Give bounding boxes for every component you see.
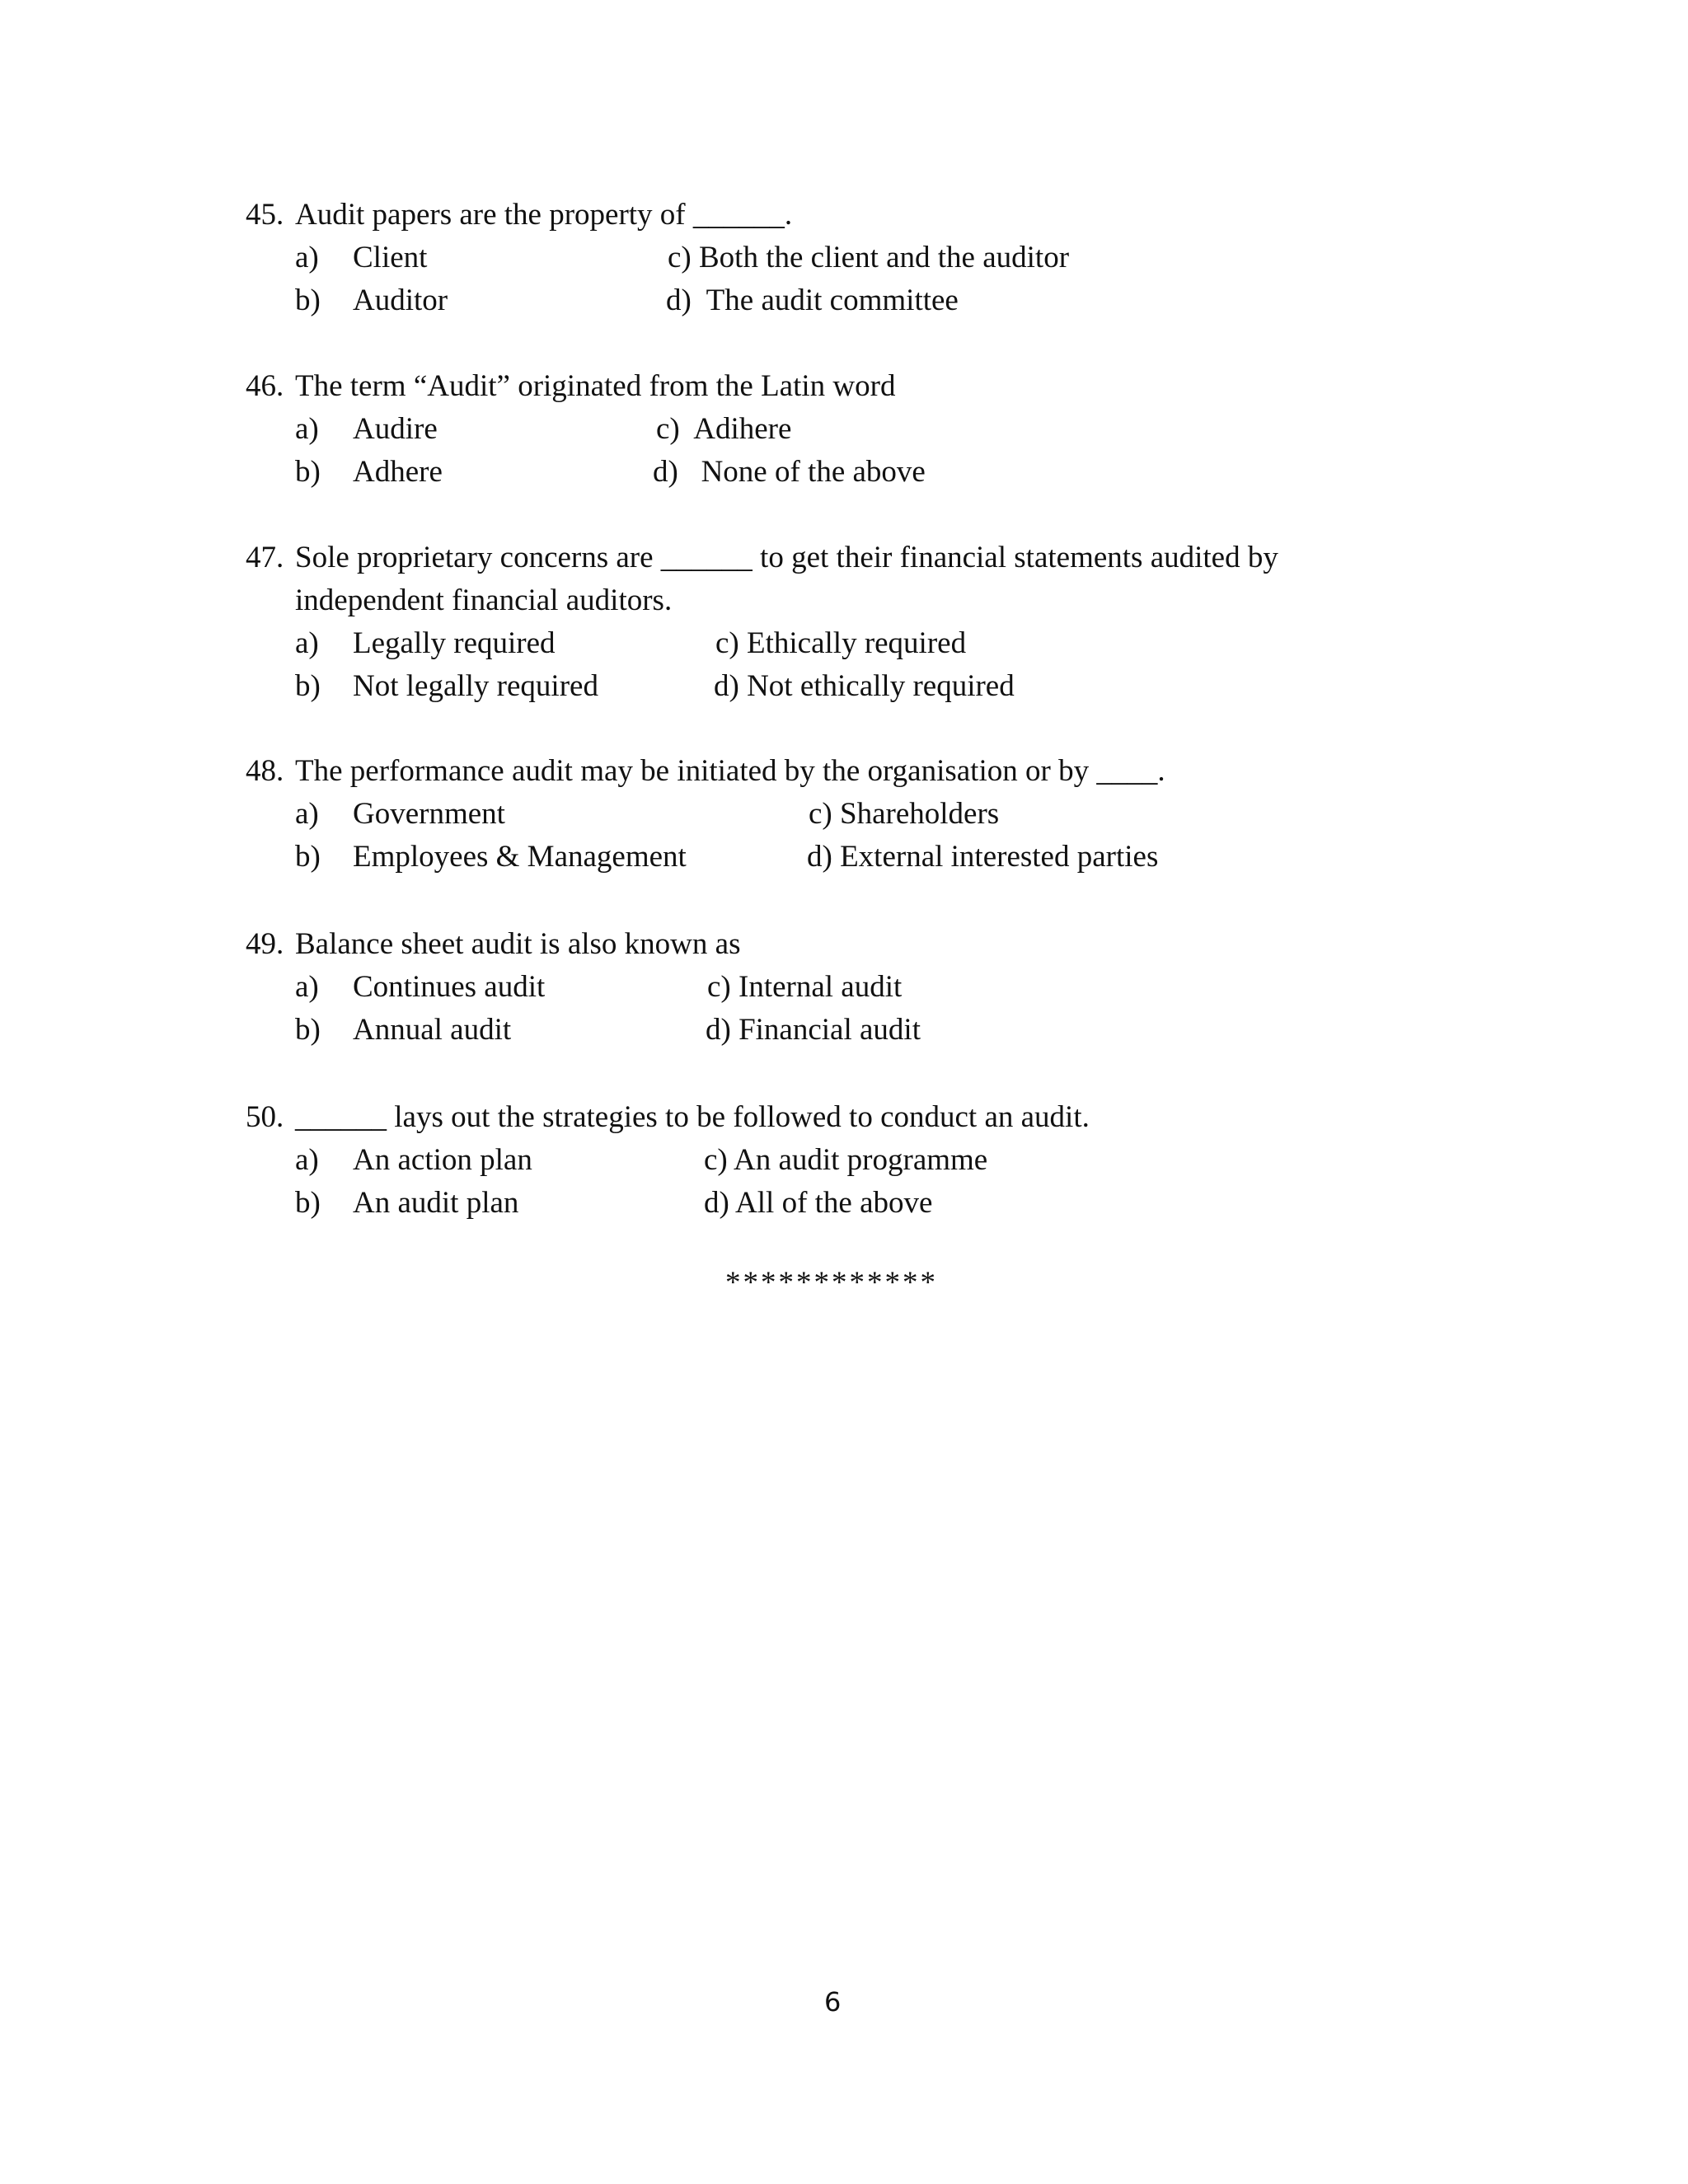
option-c	[704, 1140, 987, 1181]
option-text: None of the above	[701, 455, 926, 489]
option-row	[246, 623, 1400, 666]
option-d	[807, 837, 1158, 878]
option-a	[295, 237, 427, 279]
option-text: External interested parties	[840, 840, 1159, 874]
option-text: Adhere	[353, 455, 443, 489]
option-text: Ethically required	[747, 626, 967, 660]
option-d	[704, 1183, 932, 1224]
option-text: An audit plan	[353, 1186, 519, 1220]
option-row	[246, 1140, 1400, 1183]
option-letter: d)	[704, 1186, 729, 1220]
option-row	[246, 409, 1400, 452]
option-text: Employees & Management	[353, 840, 687, 874]
option-text: Financial audit	[738, 1013, 921, 1047]
option-b	[295, 1010, 511, 1051]
question-48	[246, 751, 1400, 879]
question-text-continued: independent financial auditors.	[295, 583, 673, 617]
option-text: Annual audit	[353, 1013, 512, 1047]
option-text: Audire	[353, 412, 438, 446]
option-letter: b)	[295, 1186, 321, 1220]
question-number: 49.	[246, 927, 284, 961]
option-d	[653, 452, 926, 493]
option-text: Not legally required	[353, 669, 598, 703]
question-number: 45.	[246, 198, 284, 232]
option-a	[295, 794, 505, 835]
option-letter: c)	[668, 241, 692, 274]
option-b	[295, 837, 687, 878]
question-stem	[246, 194, 1400, 237]
option-a	[295, 623, 556, 664]
option-b	[295, 280, 448, 321]
end-of-section-marker: ************	[725, 1266, 938, 1300]
option-letter: c)	[707, 970, 731, 1004]
option-letter: c)	[656, 412, 680, 446]
page-number: 6	[824, 1986, 842, 2018]
option-a	[295, 967, 545, 1008]
question-stem	[246, 924, 1400, 967]
option-row	[246, 237, 1400, 280]
option-row	[246, 794, 1400, 837]
option-d	[706, 1010, 921, 1051]
option-text: An action plan	[353, 1143, 532, 1177]
question-text: Sole proprietary concerns are ______ to get their financial statements audited by	[295, 541, 1278, 574]
option-letter: a)	[295, 626, 319, 660]
option-letter: c)	[704, 1143, 728, 1177]
option-c	[809, 794, 999, 835]
question-number: 48.	[246, 754, 284, 788]
option-letter: d)	[807, 840, 832, 874]
option-row	[246, 1010, 1400, 1052]
option-letter: d)	[666, 284, 692, 317]
option-letter: c)	[809, 797, 832, 831]
question-45	[246, 194, 1400, 323]
option-letter: d)	[714, 669, 739, 703]
option-text: Client	[353, 241, 428, 274]
option-text: Shareholders	[840, 797, 1000, 831]
question-49	[246, 924, 1400, 1052]
option-letter: b)	[295, 669, 321, 703]
option-d	[714, 666, 1015, 707]
option-text: Adihere	[693, 412, 792, 446]
question-text: Balance sheet audit is also known as	[295, 927, 741, 961]
question-text: ______ lays out the strategies to be followed to conduct an audit.	[295, 1100, 1090, 1134]
option-text: Legally required	[353, 626, 556, 660]
option-text: Government	[353, 797, 505, 831]
option-text: All of the above	[735, 1186, 933, 1220]
question-text: The performance audit may be initiated by the organisation or by ____.	[295, 754, 1165, 788]
option-row	[246, 967, 1400, 1010]
option-text: Continues audit	[353, 970, 546, 1004]
option-letter: a)	[295, 241, 319, 274]
option-a	[295, 409, 438, 450]
option-row	[246, 280, 1400, 323]
option-letter: a)	[295, 970, 319, 1004]
option-row	[246, 1183, 1400, 1226]
option-letter: b)	[295, 455, 321, 489]
question-46	[246, 366, 1400, 494]
question-50	[246, 1097, 1400, 1226]
option-letter: d)	[653, 455, 678, 489]
option-b	[295, 1183, 518, 1224]
option-b	[295, 666, 598, 707]
option-b	[295, 452, 443, 493]
option-c	[668, 237, 1069, 279]
option-c	[715, 623, 966, 664]
option-text: Both the client and the auditor	[699, 241, 1070, 274]
option-letter: b)	[295, 840, 321, 874]
question-number: 50.	[246, 1100, 284, 1134]
question-stem	[246, 537, 1400, 580]
option-row	[246, 452, 1400, 494]
option-text: An audit programme	[733, 1143, 988, 1177]
option-d	[666, 280, 959, 321]
question-number: 47.	[246, 541, 284, 574]
question-stem	[246, 1097, 1400, 1140]
option-text: Not ethically required	[747, 669, 1015, 703]
option-letter: d)	[706, 1013, 731, 1047]
option-letter: b)	[295, 284, 321, 317]
option-letter: a)	[295, 1143, 319, 1177]
option-letter: c)	[715, 626, 739, 660]
option-text: Auditor	[353, 284, 448, 317]
option-text: Internal audit	[738, 970, 903, 1004]
option-letter: a)	[295, 412, 319, 446]
question-stem	[246, 751, 1400, 794]
option-letter: a)	[295, 797, 319, 831]
question-text: Audit papers are the property of ______.	[295, 198, 793, 232]
option-letter: b)	[295, 1013, 321, 1047]
option-row	[246, 666, 1400, 709]
option-a	[295, 1140, 532, 1181]
option-c	[707, 967, 902, 1008]
option-row	[246, 837, 1400, 879]
question-stem	[246, 366, 1400, 409]
option-text: The audit committee	[706, 284, 959, 317]
question-47	[246, 537, 1400, 709]
question-number: 46.	[246, 369, 284, 403]
option-c	[656, 409, 791, 450]
question-text: The term “Audit” originated from the Latin word	[295, 369, 896, 403]
